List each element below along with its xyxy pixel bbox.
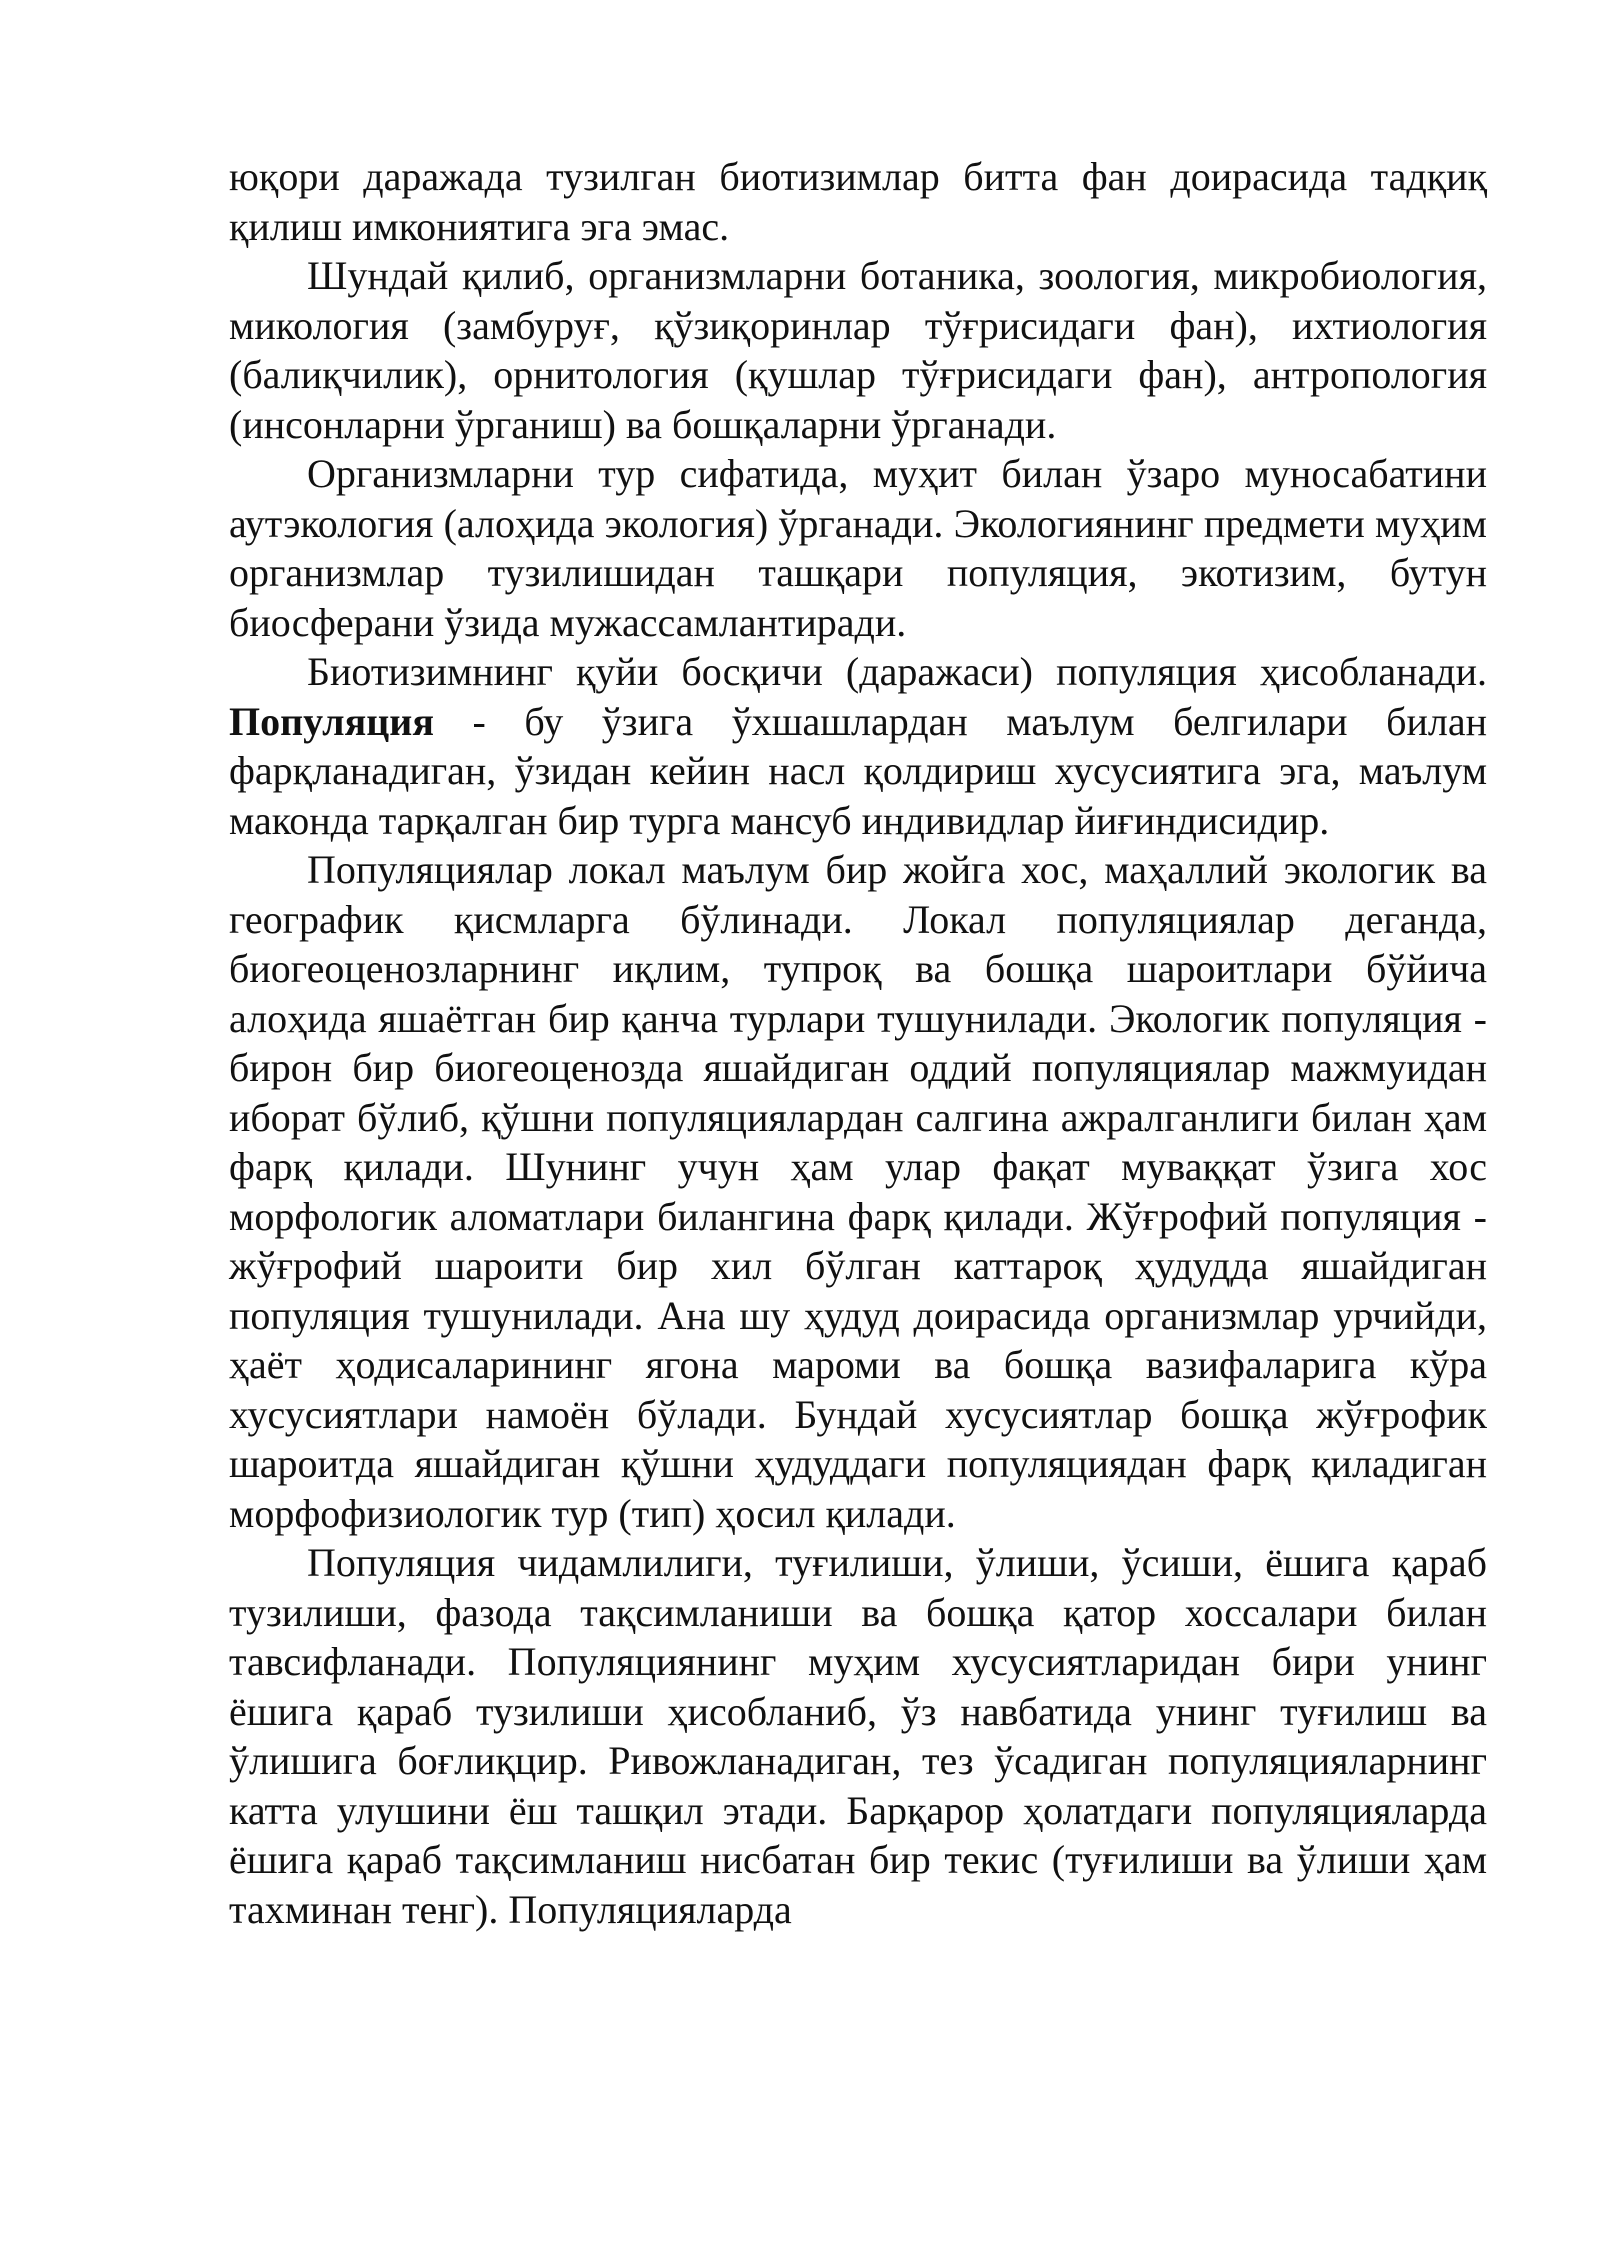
document-page [229, 152, 1487, 1934]
paragraph-5: Популяциялар локал маълум бир жойга хос, маҳаллий экологик ва географик қисмларга бўлинади. Локал популяциялар деганда, биогеоценозларнинг иқлим, тупроқ ва бошқа шароитлари бўйича алоҳида яшаётган бир қанча турлари тушунилади. Экологик популяция - бирон бир биогеоценозда яшайдиган оддий популяциялар мажмуидан иборат бўлиб, қўшни популяциялардан салгина ажралганлиги билан ҳам фарқ қилади. Шунинг учун ҳам улар фақат муваққат ўзига хос морфологик аломатлари билангина фарқ қилади. Жўғрофий популяция - жўғрофий шароити бир хил бўлган каттароқ ҳудудда яшайдиган популяция тушунилади. Ана шу ҳудуд доирасида организмлар урчийди, ҳаёт ҳодисаларининг ягона мароми ва бошқа вазифаларига кўра хусусиятлари намоён бўлади. Бундай хусусиятлар бошқа жўғрофик шароитда яшайдиган қўшни ҳудуддаги популяциядан фарқ қиладиган морфофизиологик тур (тип) ҳосил қилади. [229, 847, 1487, 1536]
paragraph-4-text-before: Биотизимнинг қуйи босқичи (даражаси) популяция ҳисобланади. [307, 649, 1487, 694]
paragraph-4 [229, 647, 1487, 845]
paragraph-2: Шундай қилиб, организмларни ботаника, зоология, микробиология, микология (замбуруғ, қўзиқоринлар тўғрисидаги фан), ихтиология (балиқчилик), орнитология (қушлар тўғрисидаги фан), антропология (инсонларни ўрганиш) ва бошқаларни ўрганади. [229, 253, 1487, 447]
paragraph-1: юқори даражада тузилган биотизимлар битта фан доирасида тадқиқ қилиш имкониятига эга эмас. [229, 154, 1487, 249]
term-population: Популяция [229, 698, 434, 744]
paragraph-3: Организмларни тур сифатида, муҳит билан ўзаро муносабатини аутэкология (алоҳида экология) ўрганади. Экологиянинг предмети муҳим организмлар тузилишидан ташқари популяция, экотизим, бутун биосферани ўзида мужассамлантиради. [229, 451, 1487, 645]
paragraph-4-text-after: - бу ўзига ўхшашлардан маълум белгилари билан фарқланадиган, ўзидан кейин насл қолдириш хусусиятига эга, маълум маконда тарқалган бир турга мансуб индивидлар йиғиндисидир. [229, 698, 1487, 843]
paragraph-6: Популяция чидамлилиги, туғилиши, ўлиши, ўсиши, ёшига қараб тузилиши, фазода тақсимланиши ва бошқа қатор хоссалари билан тавсифланади. Популяциянинг муҳим хусусиятларидан бири унинг ёшига қараб тузилиши ҳисобланиб, ўз навбатида унинг туғилиш ва ўлишига боғлиқцир. Ривожланадиган, тез ўсадиган популяцияларнинг катта улушини ёш ташқил этади. Барқарор ҳолатдаги популяцияларда ёшига қараб тақсимланиш нисбатан бир текис (туғилиши ва ўлиши ҳам тахминан тенг). Популяцияларда [229, 1540, 1487, 1932]
